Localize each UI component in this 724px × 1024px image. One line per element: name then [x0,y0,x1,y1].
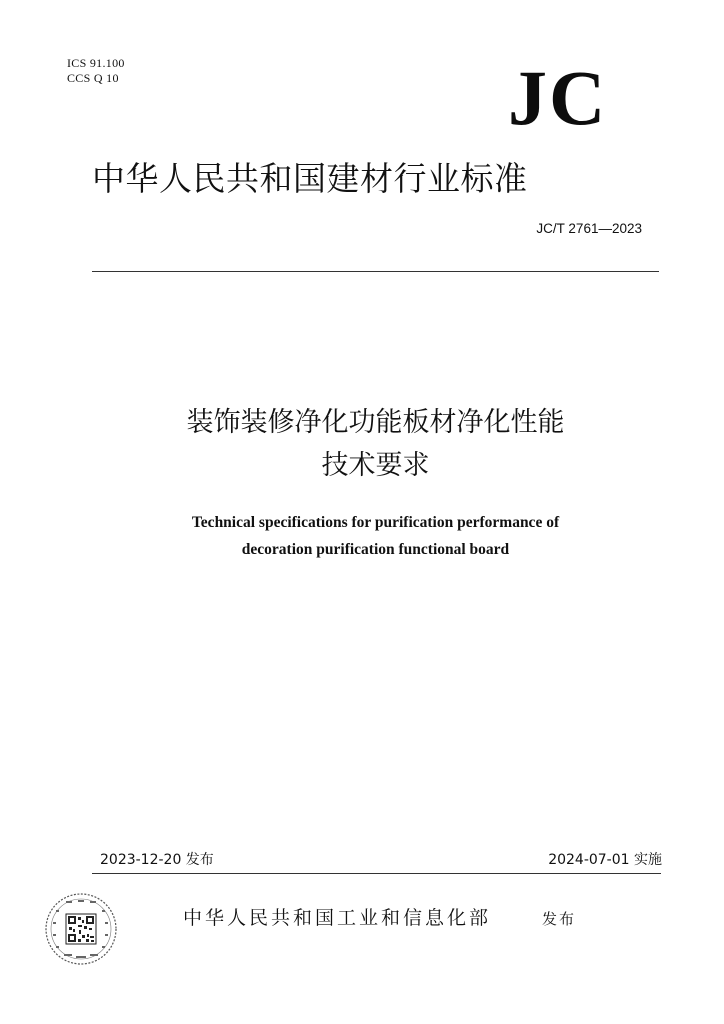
header-divider [92,271,659,272]
issue-date: 2023-12-20 发布 [100,852,214,868]
title-en-line-2: decoration purification functional board [241,541,510,558]
title-en-line-1: Technical specifications for purification performance of [191,514,560,531]
standard-code: JC/T 2761—2023 [536,221,642,236]
qr-code-seal-icon [42,890,120,968]
title-zh-line-1: 装饰装修净化功能板材净化性能 [186,407,565,438]
footer-divider [92,873,661,874]
standard-name: 中华人民共和国建材行业标准 [92,159,528,198]
ccs-code: CCS Q 10 [67,71,119,85]
issue-label: 发布 [542,910,577,928]
jc-logo: JC [508,54,608,141]
title-zh-line-2: 技术要求 [321,450,430,481]
issuing-authority: 中华人民共和国工业和信息化部 [183,907,492,929]
implementation-date: 2024-07-01 实施 [548,852,662,868]
ics-code: ICS 91.100 [67,56,125,70]
classification-codes [67,56,125,86]
